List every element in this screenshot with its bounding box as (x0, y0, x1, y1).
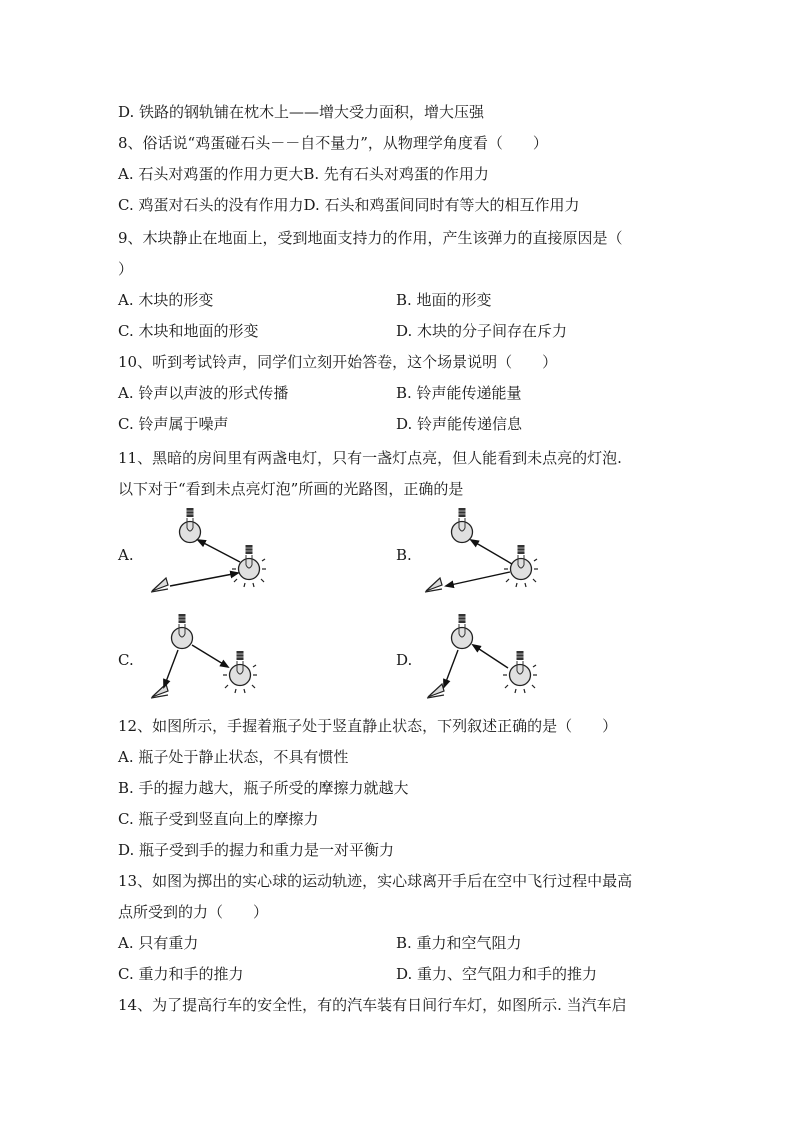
q8-options-cd: C. 鸡蛋对石头的没有作用力D. 石头和鸡蛋间同时有等大的相互作用力 (118, 196, 580, 214)
q13-option-a: A. 只有重力 (118, 934, 199, 952)
q9-stem-line1: 9、木块静止在地面上，受到地面支持力的作用，产生该弹力的直接原因是（ (118, 229, 623, 247)
ray-bulb-to-eye (446, 572, 510, 586)
q9-option-c: C. 木块和地面的形变 (118, 322, 259, 340)
q11-label-b: B. (396, 546, 412, 564)
eye-icon (151, 684, 168, 698)
q12-stem: 12、如图所示，手握着瓶子处于竖直静止状态，下列叙述正确的是（ ） (118, 717, 618, 735)
q13-stem-line1: 13、如图为掷出的实心球的运动轨迹，实心球离开手后在空中飞行过程中最高 (118, 872, 633, 890)
q13-option-b: B. 重力和空气阻力 (396, 934, 522, 952)
ray-eye-to-bulb (170, 573, 238, 586)
q11-stem-line2: 以下对于“看到未点亮灯泡”所画的光路图，正确的是 (118, 480, 464, 498)
ray-bulb-to-bulb (198, 540, 240, 562)
q13-option-c: C. 重力和手的推力 (118, 965, 244, 983)
ray-bulb-to-bulb (192, 645, 228, 667)
q12-option-d: D. 瓶子受到手的握力和重力是一对平衡力 (118, 841, 395, 859)
lit-bulb-icon (232, 545, 266, 587)
ray-bulb-to-bulb (471, 540, 512, 564)
q8-stem: 8、俗话说“鸡蛋碰石头－－自不量力”，从物理学角度看（ ） (118, 134, 548, 152)
ray-bulb-to-eye (444, 650, 458, 687)
q11-figure-a (140, 500, 280, 605)
unlit-bulb-icon (172, 614, 193, 649)
unlit-bulb-icon (452, 614, 473, 649)
lit-bulb-icon (504, 545, 538, 587)
q11-figure-b (416, 500, 556, 605)
q13-option-d: D. 重力、空气阻力和手的推力 (396, 965, 598, 983)
q8-options-ab: A. 石头对鸡蛋的作用力更大B. 先有石头对鸡蛋的作用力 (118, 165, 489, 183)
q12-option-c: C. 瓶子受到竖直向上的摩擦力 (118, 810, 319, 828)
q9-stem-line2: ） (118, 260, 134, 278)
q11-label-a: A. (118, 546, 134, 564)
q11-label-c: C. (118, 651, 134, 669)
q13-stem-line2: 点所受到的力（ ） (118, 903, 269, 921)
q9-option-a: A. 木块的形变 (118, 291, 214, 309)
ray-bulb-to-eye (164, 650, 178, 687)
q10-option-d: D. 铃声能传递信息 (396, 415, 523, 433)
lit-bulb-icon (503, 651, 537, 693)
lit-bulb-icon (223, 651, 257, 693)
q10-option-a: A. 铃声以声波的形式传播 (118, 384, 289, 402)
q11-label-d: D. (396, 651, 413, 669)
eye-icon (427, 684, 444, 698)
unlit-bulb-icon (452, 508, 473, 543)
q9-option-b: B. 地面的形变 (396, 291, 492, 309)
q12-option-a: A. 瓶子处于静止状态，不具有惯性 (118, 748, 349, 766)
q10-option-b: B. 铃声能传递能量 (396, 384, 522, 402)
q12-option-b: B. 手的握力越大，瓶子所受的摩擦力就越大 (118, 779, 409, 797)
q14-stem-line1: 14、为了提高行车的安全性，有的汽车装有日间行车灯，如图所示. 当汽车启 (118, 996, 627, 1014)
q10-option-c: C. 铃声属于噪声 (118, 415, 229, 433)
q10-stem: 10、听到考试铃声，同学们立刻开始答卷，这个场景说明（ ） (118, 353, 558, 371)
q11-figure-d (416, 605, 556, 705)
unlit-bulb-icon (180, 508, 201, 543)
ray-bulb-to-bulb (473, 645, 508, 668)
q11-stem-line1: 11、黑暗的房间里有两盏电灯，只有一盏灯点亮，但人能看到未点亮的灯泡. (118, 449, 622, 467)
q7-option-d: D. 铁路的钢轨铺在枕木上——增大受力面积，增大压强 (118, 103, 485, 121)
q9-option-d: D. 木块的分子间存在斥力 (396, 322, 568, 340)
eye-icon (151, 578, 168, 592)
eye-icon (425, 578, 442, 592)
q11-figure-c (140, 605, 280, 705)
